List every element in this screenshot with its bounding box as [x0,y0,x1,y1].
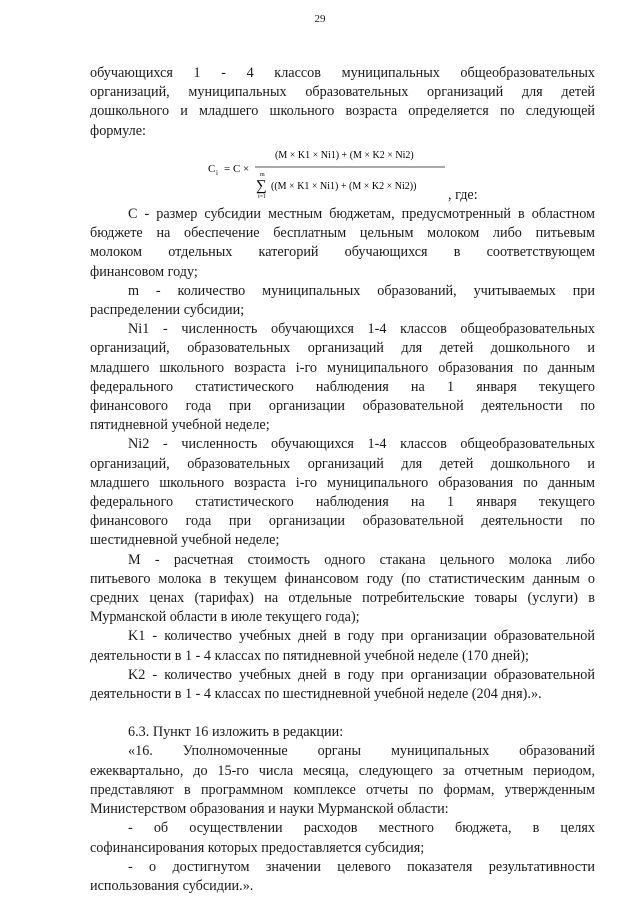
sum-sign: ∑ [256,178,267,194]
text-line: финансового года при организации образовательной деятельности по [90,513,595,530]
text-line: «16. Уполномоченные органы муниципальных образований [128,743,595,760]
text-line: младшего школьного возраста i-го муниципального образования по данным [90,474,595,491]
formula-equals: = C × [224,163,250,175]
text-line: C - размер субсидии местным бюджетам, предусмотренный в областном [128,206,595,222]
text-line: деятельности в 1 - 4 классах по шестидневной учебной неделе (204 дня).». [90,686,542,703]
section-6-3 [90,723,595,896]
sum-upper-limit: m [260,172,265,178]
text-line: дошкольного и младшего школьного возраста определяется по следующей [90,103,595,120]
text-line: федерального статистического наблюдения на 1 января текущего [90,378,595,395]
text-line: организаций, образовательных организаций для детей дошкольного и [90,340,595,357]
text-line: федерального статистического наблюдения на 1 января текущего [90,494,595,511]
text-line: ежеквартально, до 15-го числа месяца, следующего за отчетным периодом, [90,762,595,779]
text-line: младшего школьного возраста i-го муниципального образования по данным [90,359,595,376]
intro-paragraph [90,64,595,141]
text-line: шестидневной учебной неделе; [90,532,280,549]
text-line: средних ценах (тарифах) на отдельные потребительские товары (услуги) в [90,590,595,607]
text-line: - о достигнутом значении целевого показателя результативности [128,858,595,875]
definitions-block [90,205,595,896]
text-line: питьевого молока в текущем финансовом году (по статистическим данным о [90,570,595,587]
text-line: софинансирования которых предоставляется субсидия; [90,839,425,856]
text-line: M - расчетная стоимость одного стакана цельного молока либо [128,551,595,568]
text-line: Ni2 - численность обучающихся 1-4 классов общеобразовательных [128,436,595,453]
text-line: деятельности в 1 - 4 классах по пятидневной учебной неделе (170 дней); [90,647,529,664]
text-line: Мурманской области в июле текущего года); [90,609,360,626]
text-line: финансового года при организации образовательной деятельности по [90,398,595,415]
definition-m-cost [90,551,595,628]
text-line: Ni1 - численность обучающихся 1-4 классов общеобразовательных [128,321,595,338]
definition-c [90,205,595,282]
definition-ni1 [90,320,595,435]
section-heading: 6.3. Пункт 16 изложить в редакции: [128,724,344,741]
text-line: использования субсидии.». [90,877,254,894]
text-line: организаций, образовательных организаций для детей дошкольного и [90,455,595,472]
text-line: молоком отдельных категорий обучающихся в соответствующем [90,244,595,261]
text-line: K2 - количество учебных дней в году при организации образовательной [128,666,595,683]
definition-m [90,282,595,320]
definition-k1 [90,627,595,665]
text-line: финансовом году; [90,263,198,280]
formula-denominator: ((M × K1 × Ni1) + (M × K2 × Ni2)) [271,181,417,192]
page-number: 29 [314,13,326,25]
text-line: формуле: [90,122,146,139]
subsidy-formula [0,146,640,202]
sum-lower-limit: i=1 [258,194,267,200]
text-line: обучающихся 1 - 4 классов муниципальных общеобразовательных [90,65,595,81]
definition-k2 [90,666,595,704]
text-line: организаций, муниципальных образовательных организаций для детей [90,84,595,101]
formula-numerator: (M × K1 × Ni1) + (M × K2 × Ni2) [275,150,414,161]
text-line: m - количество муниципальных образований, учитываемых при [128,282,595,299]
definition-ni2 [90,435,595,550]
formula-lhs: C [208,163,216,175]
formula-where: , где: [448,187,478,203]
text-line: K1 - количество учебных дней в году при организации образовательной [128,628,595,645]
text-line: представляют в программном комплексе отчеты по формам, утвержденным [90,781,595,798]
text-line: Министерством образования и науки Мурманской области: [90,801,449,818]
text-line: бюджете на обеспечение бесплатным цельным молоком либо питьевым [90,225,595,242]
text-line: пятидневной учебной неделе; [90,417,270,434]
text-line: - об осуществлении расходов местного бюджета, в целях [128,820,595,837]
text-line: распределении субсидии; [90,302,245,319]
formula-lhs-subscript: i [216,169,218,177]
